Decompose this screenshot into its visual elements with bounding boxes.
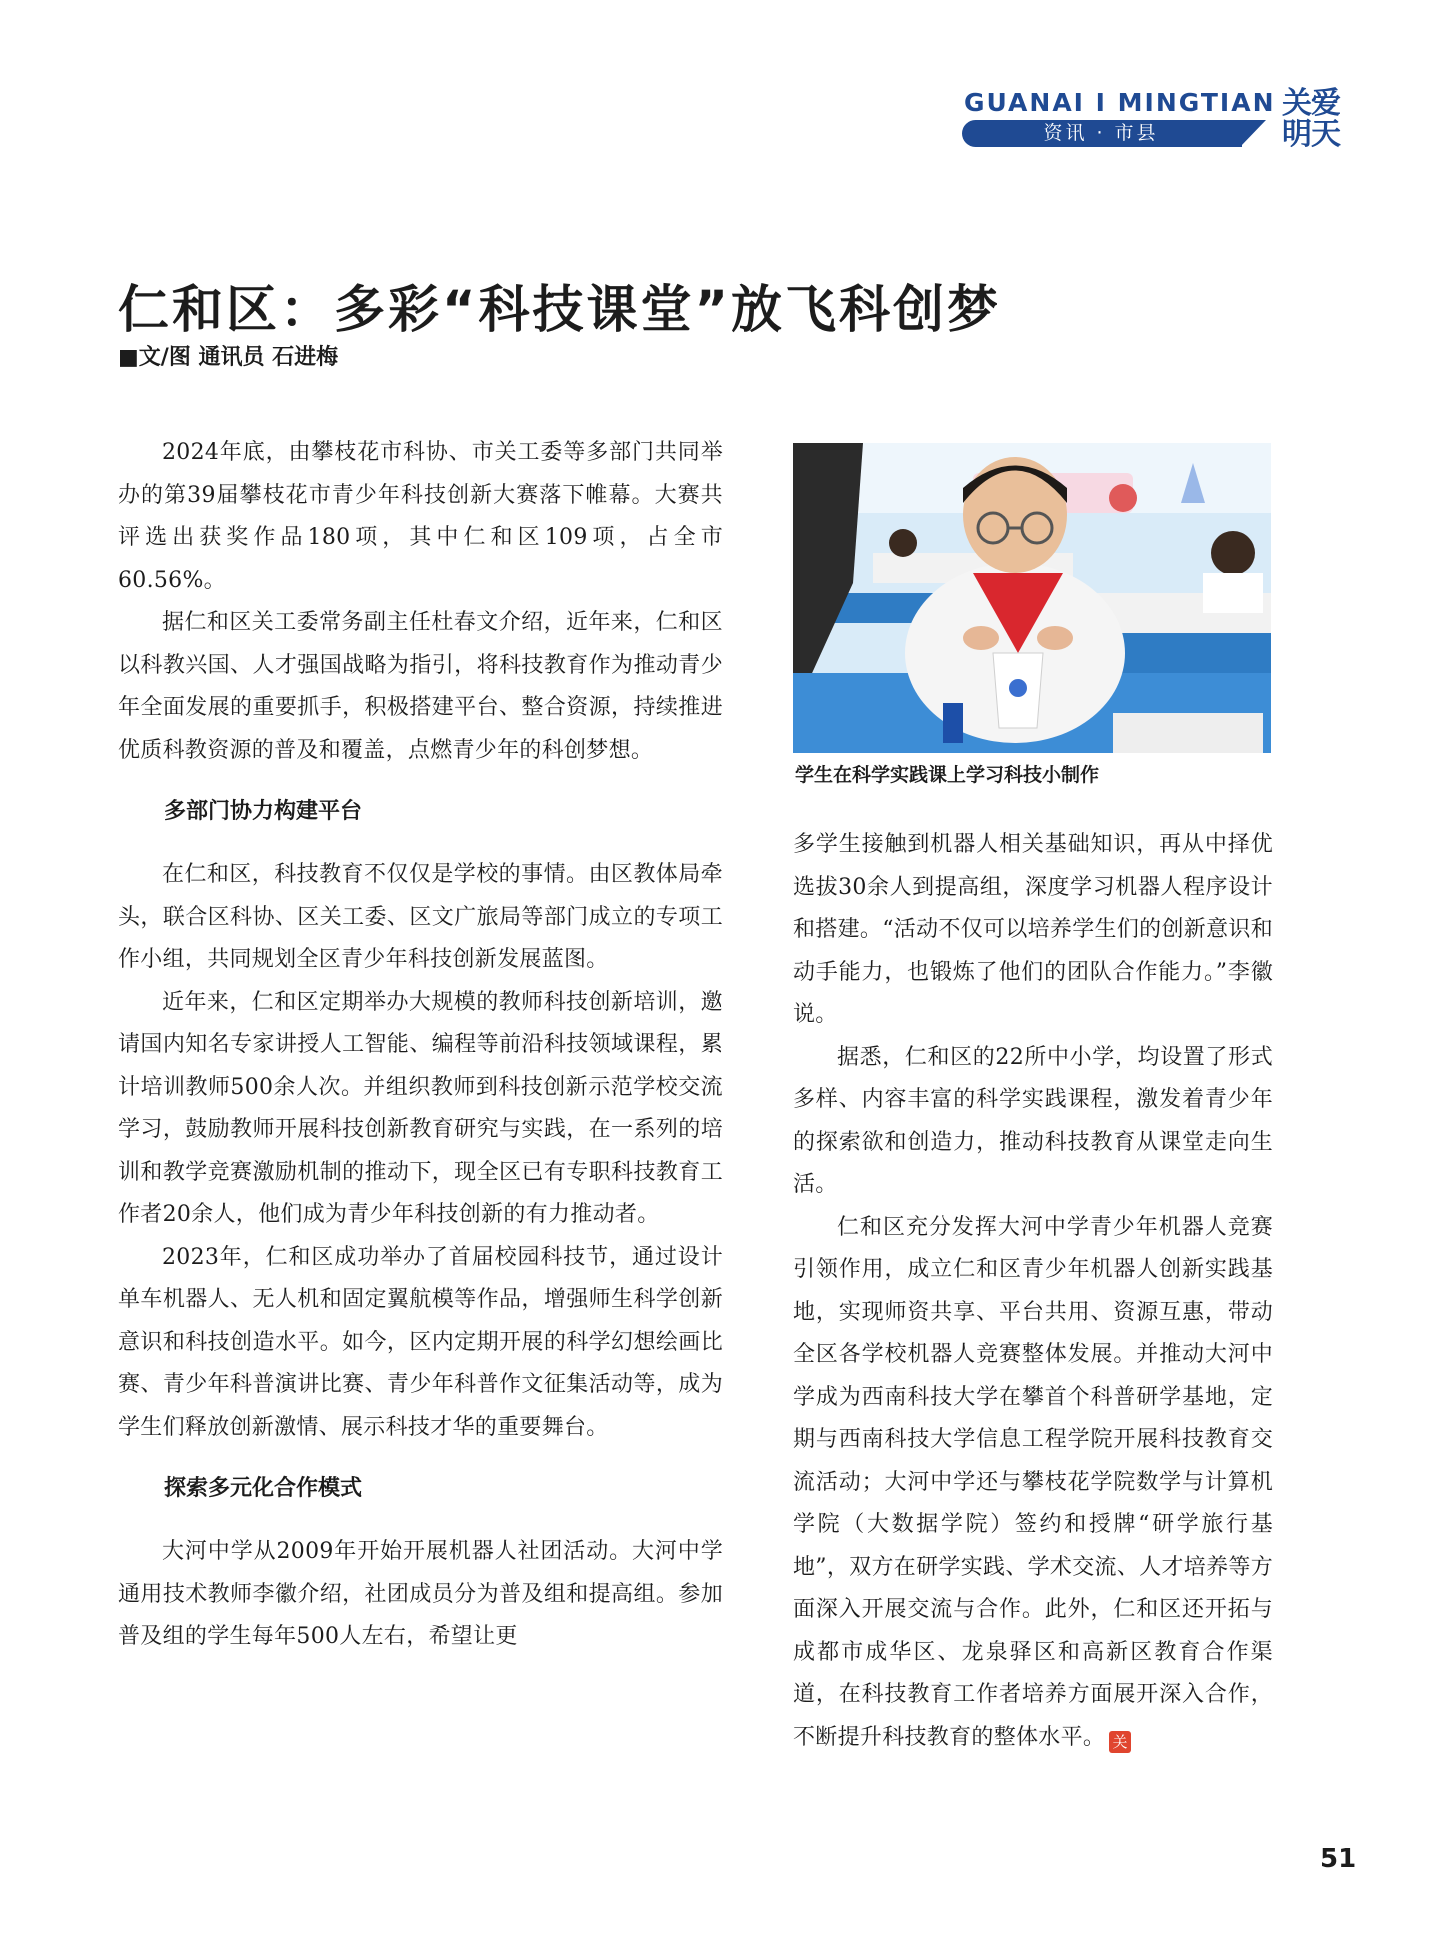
photo-caption: 学生在科学实践课上学习科技小制作 bbox=[795, 764, 1100, 786]
section-heading-1: 多部门协力构建平台 bbox=[164, 799, 363, 824]
article-byline: ■文/图 通讯员 石进梅 bbox=[118, 345, 339, 370]
paragraph-s2-3 bbox=[793, 1207, 1273, 1760]
paragraph-s2-1: 大河中学从2009年开始开展机器人社团活动。大河中学通用技术教师李徽介绍，社团成员分为普及组和提高组。参加普及组的学生每年500人左右，希望让更 bbox=[118, 1539, 723, 1649]
brand-bar-tail bbox=[1240, 120, 1266, 147]
paragraph-s2-3-text: 仁和区充分发挥大河中学青少年机器人竞赛引领作用，成立仁和区青少年机器人创新实践基地，实现师资共享、平台共用、资源互惠，带动全区各学校机器人竞赛整体发展。并推动大河中学成为西南科技大学在攀首个科普研学基地，定期与西南科技大学信息工程学院开展科技教育交流活动；大河中学还与攀枝花学院数学与计算机学院（大数据学院）签约和授牌“研学旅行基地”，双方在研学实践、学术交流、人才培养等方面深入开展交流与合作。此外，仁和区还开拓与成都市成华区、龙泉驿区和高新区教育合作渠道，在科技教育工作者培养方面展开深入合作，不断提升科技教育的整体水平。 bbox=[793, 1214, 1273, 1750]
paragraph-s1-2: 近年来，仁和区定期举办大规模的教师科技创新培训，邀请国内知名专家讲授人工智能、编程等前沿科技领域课程，累计培训教师500余人次。并组织教师到科技创新示范学校交流学习，鼓励教师开展科技创新教育研究与实践，在一系列的培训和教学竞赛激励机制的推动下，现全区已有专职科技教育工作者20余人，他们成为青少年科技创新的有力推动者。 bbox=[118, 989, 723, 1227]
section-label: 资讯 · 市县 bbox=[1043, 122, 1159, 144]
end-mark-icon: 关 bbox=[1109, 1731, 1131, 1753]
paragraph-intro-2: 据仁和区关工委常务副主任杜春文介绍，近年来，仁和区以科教兴国、人才强国战略为指引，将科技教育作为推动青少年全面发展的重要抓手，积极搭建平台、整合资源，持续推进优质科教资源的普及和覆盖，点燃青少年的科创梦想。 bbox=[118, 610, 723, 763]
brand-logo bbox=[1282, 88, 1352, 150]
brand-english: GUANAI I MINGTIAN bbox=[964, 88, 1276, 117]
classroom-photo bbox=[793, 443, 1271, 753]
section-heading-2: 探索多元化合作模式 bbox=[164, 1476, 363, 1501]
article-title: 仁和区：多彩“科技课堂”放飞科创梦 bbox=[118, 281, 1002, 340]
paragraph-s1-3: 2023年，仁和区成功举办了首届校园科技节，通过设计单车机器人、无人机和固定翼航模等作品，增强师生科学创新意识和科技创造水平。如今，区内定期开展的科学幻想绘画比赛、青少年科普演讲比赛、青少年科普作文征集活动等，成为学生们释放创新激情、展示科技才华的重要舞台。 bbox=[118, 1244, 723, 1440]
classroom-photo-illustration bbox=[793, 443, 1271, 753]
paragraph-s2-2: 据悉，仁和区的22所中小学，均设置了形式多样、内容丰富的科学实践课程，激发着青少年的探索欲和创造力，推动科技教育从课堂走向生活。 bbox=[793, 1044, 1273, 1197]
paragraph-intro-1: 2024年底，由攀枝花市科协、市关工委等多部门共同举办的第39届攀枝花市青少年科技创新大赛落下帷幕。大赛共评选出获奖作品180项，其中仁和区109项，占全市60.56%。 bbox=[118, 440, 723, 593]
right-column bbox=[793, 824, 1273, 1759]
brand-logo-line1: 关爱 bbox=[1282, 86, 1340, 121]
paragraph-s1-1: 在仁和区，科技教育不仅仅是学校的事情。由区教体局牵头，联合区科协、区关工委、区文广旅局等部门成立的专项工作小组，共同规划全区青少年科技创新发展蓝图。 bbox=[118, 862, 723, 972]
left-column bbox=[118, 432, 723, 1659]
brand-logo-line2: 明天 bbox=[1282, 117, 1340, 152]
paragraph-s2-cont: 多学生接触到机器人相关基础知识，再从中择优选拔30余人到提高组，深度学习机器人程序设计和搭建。“活动不仅可以培养学生们的创新意识和动手能力，也锻炼了他们的团队合作能力。”李徽说。 bbox=[793, 832, 1273, 1027]
masthead bbox=[960, 84, 1360, 164]
page-number: 51 bbox=[1320, 1844, 1357, 1874]
